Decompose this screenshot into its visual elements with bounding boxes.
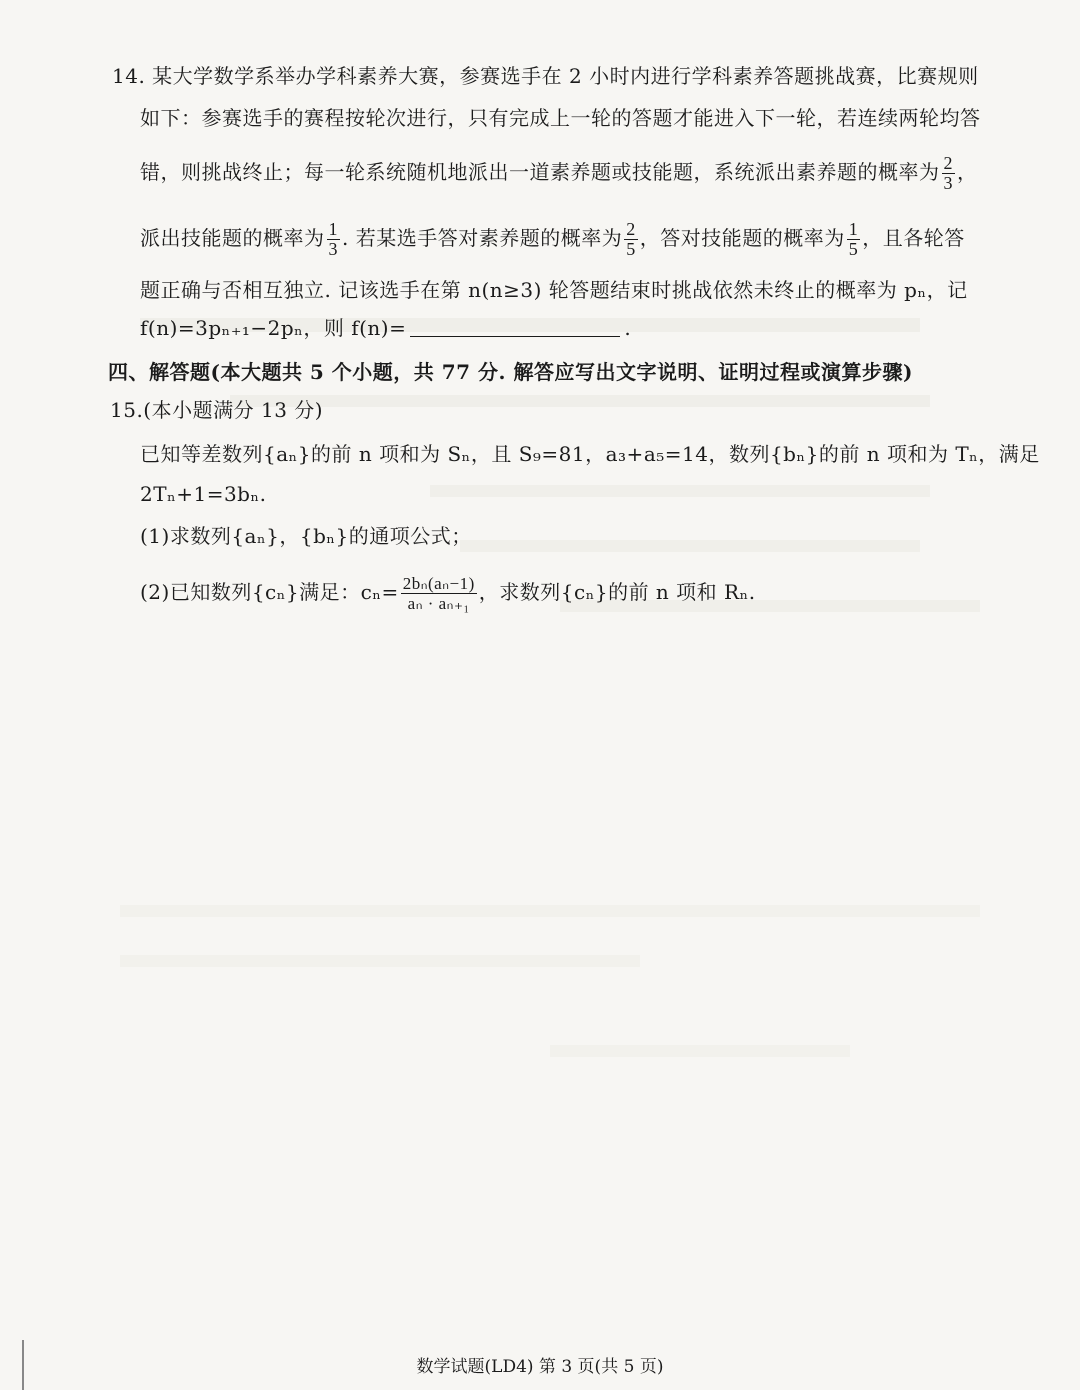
fraction-denominator: 3: [328, 239, 338, 259]
q14-line-6: [140, 314, 631, 342]
q15-part-2: [140, 574, 756, 613]
q15-part-1: (1)求数列{aₙ}，{bₙ}的通项公式；: [140, 524, 472, 548]
fraction-two-fifths: [624, 220, 638, 259]
q14-line-5: 题正确与否相互独立. 记该选手在第 n(n≥3) 轮答题结束时挑战依然未终止的概率为 pₙ，记: [140, 278, 968, 302]
q15-heading: 15.(本小题满分 13 分): [110, 398, 324, 422]
q14-line-4-a: 派出技能题的概率为: [140, 226, 325, 250]
q14-line-3-text: 错，则挑战终止；每一轮系统随机地派出一道素养题或技能题，系统派出素养题的概率为: [140, 160, 940, 184]
bleed-through-shadow: [120, 955, 640, 967]
page-footer: 数学试题(LD4) 第 3 页(共 5 页): [416, 1357, 664, 1377]
q15-line-1: 已知等差数列{aₙ}的前 n 项和为 Sₙ，且 S₉=81，a₃+a₅=14，数列{bₙ}的前 n 项和为 Tₙ，满足: [140, 442, 1040, 466]
q14-line-4: [140, 220, 965, 259]
q15-part-2-b: ，求数列{cₙ}的前 n 项和 Rₙ.: [478, 580, 756, 604]
bleed-through-shadow: [120, 905, 980, 917]
q14-line-3-end: ，: [957, 160, 978, 184]
bleed-through-shadow: [550, 1045, 850, 1057]
fraction-numerator: 2: [626, 219, 636, 239]
bleed-through-shadow: [460, 540, 920, 552]
q14-line-2: 如下：参赛选手的赛程按轮次进行，只有完成上一轮的答题才能进入下一轮，若连续两轮均答: [140, 106, 981, 130]
q14-formula: f(n)=3pₙ₊₁−2pₙ，则 f(n)=: [140, 316, 407, 340]
fraction-denominator: aₙ · aₙ₊₁: [407, 594, 470, 613]
q14-line-1: 14. 某大学数学系举办学科素养大赛，参赛选手在 2 小时内进行学科素养答题挑战赛，比赛规则: [112, 64, 979, 88]
q15-part-2-a: (2)已知数列{cₙ}满足：cₙ=: [140, 580, 399, 604]
fraction-numerator: 1: [848, 219, 859, 239]
fraction-one-third: [327, 220, 341, 259]
fraction-numerator: 2: [943, 153, 953, 173]
q14-line-4-c: ，答对技能题的概率为: [639, 226, 845, 250]
fraction-numerator: 2bₙ(aₙ−1): [402, 574, 475, 593]
q14-line-3: [140, 154, 978, 193]
fraction-one-fifth: [847, 220, 861, 259]
fraction-denominator: 5: [848, 239, 859, 259]
section-heading: 四、解答题(本大题共 5 个小题，共 77 分. 解答应写出文字说明、证明过程或演算步骤): [108, 360, 913, 384]
q14-line-4-d: ，且各轮答: [862, 226, 965, 250]
q15-line-2: 2Tₙ+1=3bₙ.: [140, 482, 267, 506]
cn-fraction: [401, 574, 477, 613]
bleed-through-shadow: [230, 395, 930, 407]
q14-period: .: [624, 316, 632, 340]
fraction-denominator: 3: [943, 173, 953, 193]
fraction-denominator: 5: [626, 239, 636, 259]
q14-line-4-b: . 若某选手答对素养题的概率为: [342, 226, 623, 250]
fraction-numerator: 1: [328, 219, 338, 239]
answer-blank[interactable]: [410, 316, 620, 337]
bleed-through-shadow: [430, 485, 930, 497]
fraction-two-thirds: [942, 154, 956, 193]
